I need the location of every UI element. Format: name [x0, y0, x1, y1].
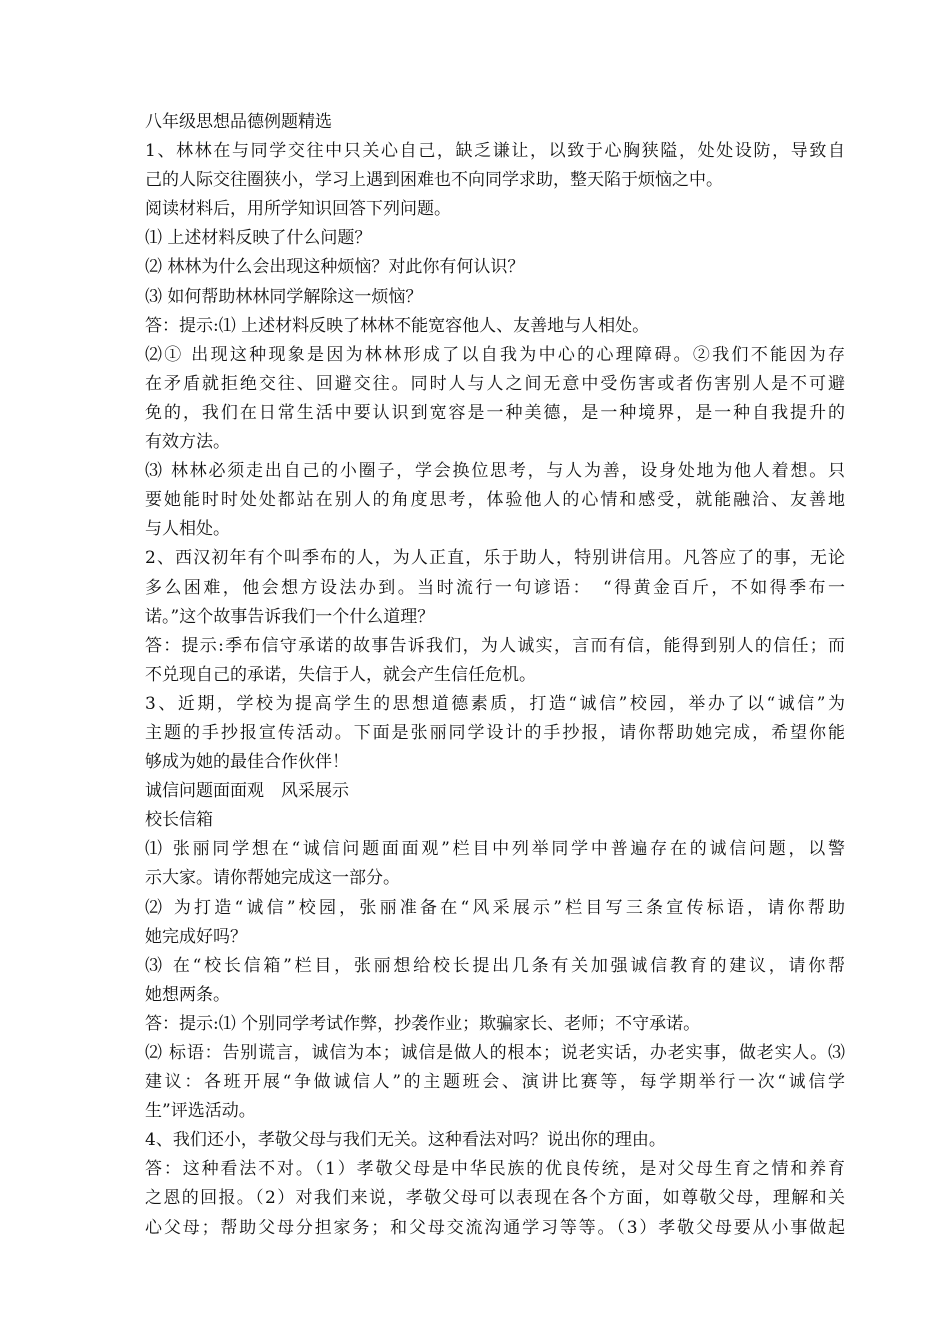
- document-line: 诺。”这个故事告诉我们一个什么道理？: [145, 606, 435, 627]
- document-line: ⑶ 林林必须走出自己的小圈子，学会换位思考，与人为善，设身处地为他人着想。只: [145, 461, 845, 482]
- document-line: 4、我们还小，孝敬父母与我们无关。这种看法对吗？说出你的理由。: [145, 1130, 666, 1151]
- document-line: 她想两条。: [145, 984, 230, 1005]
- document-line: 阅读材料后，用所学知识回答下列问题。: [145, 199, 451, 220]
- document-line: 建议：各班开展“争做诚信人”的主题班会、演讲比赛等，每学期举行一次“诚信学: [145, 1072, 845, 1093]
- document-line: 八年级思想品德例题精选: [145, 112, 332, 132]
- document-line: 她完成好吗？: [145, 926, 247, 947]
- document-line: 不兑现自己的承诺，失信于人，就会产生信任危机。: [145, 664, 536, 685]
- document-line: 在矛盾就拒绝交往、回避交往。同时人与人之间无意中受伤害或者伤害别人是不可避: [145, 373, 845, 394]
- document-line: ⑵ 为打造“诚信”校园，张丽准备在“风采展示”栏目写三条宣传标语，请你帮助: [145, 897, 845, 918]
- document-line: ⑵ 标语：告别谎言，诚信为本；诚信是做人的根本；说老实话，办老实事，做老实人。⑶: [145, 1043, 845, 1063]
- document-line: 之恩的回报。（2）对我们来说，孝敬父母可以表现在各个方面，如尊敬父母，理解和关: [145, 1188, 845, 1209]
- document-line: ⑵ 林林为什么会出现这种烦恼？对此你有何认识？: [145, 257, 525, 278]
- document-line: 2、西汉初年有个叫季布的人，为人正直，乐于助人，特别讲信用。凡答应了的事，无论: [145, 548, 845, 569]
- document-line: ⑶ 在“校长信箱”栏目，张丽想给校长提出几条有关加强诚信教育的建议，请你帮: [145, 955, 845, 976]
- document-line: 免的，我们在日常生活中要认识到宽容是一种美德，是一种境界，是一种自我提升的: [145, 402, 845, 423]
- document-line: ⑴ 上述材料反映了什么问题？: [145, 228, 372, 249]
- document-line: 与人相处。: [145, 519, 230, 540]
- document-line: 答：提示:⑴ 个别同学考试作弊，抄袭作业；欺骗家长、老师；不守承诺。: [145, 1013, 701, 1034]
- document-line: 1、林林在与同学交往中只关心自己，缺乏谦让，以致于心胸狭隘，处处设防，导致自: [145, 141, 845, 162]
- document-line: ⑵① 出现这种现象是因为林林形成了以自我为中心的心理障碍。②我们不能因为存: [145, 344, 845, 365]
- document-line: 己的人际交往圈狭小，学习上遇到困难也不向同学求助，整天陷于烦恼之中。: [145, 170, 723, 191]
- document-line: ⑴ 张丽同学想在“诚信问题面面观”栏目中列举同学中普遍存在的诚信问题，以警: [145, 839, 845, 860]
- document-line: 校长信箱: [145, 810, 213, 831]
- document-line: 3、近期，学校为提高学生的思想道德素质，打造“诚信”校园，举办了以“诚信”为: [145, 693, 845, 714]
- document-line: 示大家。请你帮她完成这一部分。: [145, 868, 400, 889]
- document-line: 有效方法。: [145, 432, 230, 453]
- document-line: 答：提示:⑴ 上述材料反映了林林不能宽容他人、友善地与人相处。: [145, 315, 650, 336]
- document-line: 够成为她的最佳合作伙伴！: [145, 752, 349, 773]
- document-line: 多么困难，他会想方设法办到。当时流行一句谚语： “得黄金百斤，不如得季布一: [145, 577, 845, 598]
- document-line: 主题的手抄报宣传活动。下面是张丽同学设计的手抄报，请你帮助她完成，希望你能: [145, 722, 845, 743]
- document-line: 诚信问题面面观 风采展示: [145, 781, 349, 802]
- document-body: [145, 108, 845, 1243]
- document-line: 答：这种看法不对。（1）孝敬父母是中华民族的优良传统，是对父母生育之情和养育: [145, 1159, 845, 1180]
- document-line: 心父母；帮助父母分担家务；和父母交流沟通学习等等。（3）孝敬父母要从小事做起: [145, 1217, 845, 1238]
- document-line: 生”评选活动。: [145, 1101, 256, 1122]
- document-line: 要她能时时处处都站在别人的角度思考，体验他人的心情和感受，就能融洽、友善地: [145, 490, 845, 511]
- document-line: 答：提示:季布信守承诺的故事告诉我们，为人诚实，言而有信，能得到别人的信任；而: [145, 635, 845, 656]
- document-line: ⑶ 如何帮助林林同学解除这一烦恼？: [145, 286, 423, 307]
